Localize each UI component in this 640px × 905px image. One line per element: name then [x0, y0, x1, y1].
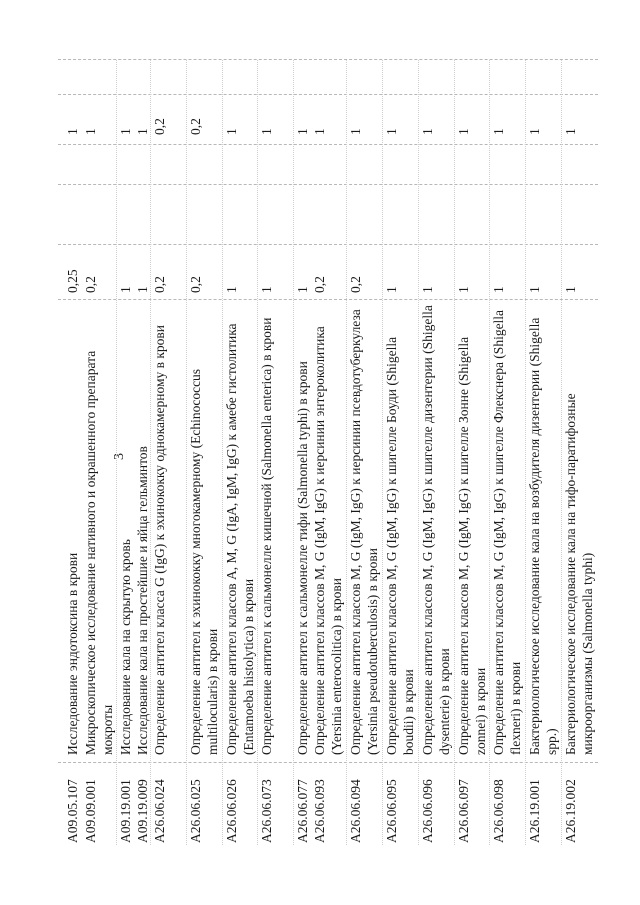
multiplicity-value: 1 [312, 128, 327, 135]
row-divider [116, 60, 117, 845]
frequency-value: 1 [563, 286, 578, 293]
service-name: Определение антител к эхинококку многокамерному (Echinococcus multilocularis) в крови [188, 368, 220, 755]
row-divider [489, 60, 490, 845]
frequency-value: 0,2 [188, 276, 203, 293]
row-divider [150, 60, 151, 845]
service-code: A26.06.024 [152, 779, 167, 843]
row-divider [293, 60, 294, 845]
frequency-value: 0,2 [152, 276, 167, 293]
multiplicity-value: 1 [118, 128, 133, 135]
column-divider [58, 94, 598, 95]
service-name: Определение антител классов M, G (IgM, IgG) к шигелле Зонне (Shigella zonnei) в крови [456, 336, 488, 755]
multiplicity-value: 1 [491, 128, 506, 135]
frequency-value: 1 [259, 286, 274, 293]
service-name: Определение антител к сальмонелле кишечной (Salmonella enterica) в крови [259, 317, 274, 755]
service-code: A26.19.002 [563, 779, 578, 843]
multiplicity-value: 1 [420, 128, 435, 135]
frequency-value: 1 [135, 286, 150, 293]
row-divider [222, 60, 223, 845]
page-number: 3 [112, 453, 127, 460]
column-divider [58, 299, 598, 300]
multiplicity-value: 1 [563, 128, 578, 135]
service-code: A26.06.073 [259, 779, 274, 843]
service-name: Определение антител классов M, G (IgM, IgG) к иерсинии псевдотуберкулеза (Yersinia pseudotuberculosis) в крови [348, 309, 380, 755]
service-code: A26.06.098 [491, 779, 506, 843]
service-code: A09.05.107 [65, 779, 80, 843]
frequency-value: 1 [118, 286, 133, 293]
service-name: Определение антител классов A, M, G (IgA, IgM, IgG) к амебе гистолитика (Entamoeba histolytica) в крови [224, 323, 256, 755]
multiplicity-value: 0,2 [188, 118, 203, 135]
column-divider [58, 59, 598, 60]
frequency-value: 0,25 [65, 269, 80, 293]
service-code: A09.09.001 [83, 779, 98, 843]
service-code: A26.06.026 [224, 779, 239, 843]
service-name: Определение антител классов M, G (IgM, IgG) к шигелле дизентерии (Shigella dysenterie) в крови [420, 305, 452, 755]
service-code: A26.06.093 [312, 779, 327, 843]
multiplicity-value: 1 [259, 128, 274, 135]
service-name: Исследование кала на простейшие и яйца гельминтов [135, 446, 150, 755]
service-code: A26.06.077 [295, 779, 310, 843]
frequency-value: 1 [384, 286, 399, 293]
multiplicity-value: 1 [83, 128, 98, 135]
frequency-value: 1 [420, 286, 435, 293]
multiplicity-value: 0,2 [152, 118, 167, 135]
frequency-value: 1 [491, 286, 506, 293]
row-divider [257, 60, 258, 845]
frequency-value: 1 [456, 286, 471, 293]
multiplicity-value: 1 [527, 128, 542, 135]
multiplicity-value: 1 [456, 128, 471, 135]
service-code: A26.06.094 [348, 779, 363, 843]
row-divider [346, 60, 347, 845]
multiplicity-value: 1 [295, 128, 310, 135]
row-divider [186, 60, 187, 845]
column-divider [58, 762, 598, 763]
service-name: Микроскопическое исследование нативного и окрашенного препарата мокроты [83, 350, 115, 755]
service-name: Исследование кала на скрытую кровь [118, 539, 133, 755]
multiplicity-value: 1 [384, 128, 399, 135]
service-name: Исследование эндотоксина в крови [65, 552, 80, 755]
service-name: Определение антител классов M, G (IgM, IgG) к иерсинии энтероколитика (Yersinia enterocolitica) в крови [312, 326, 344, 755]
service-name: Определение антител класса G (IgG) к эхинококку однокамерному в крови [152, 324, 167, 755]
frequency-value: 1 [224, 286, 239, 293]
service-name: Бактериологическое исследование кала на возбудителя дизентерии (Shigella spp.) [527, 317, 559, 755]
service-code: A09.19.001 [118, 779, 133, 843]
multiplicity-value: 1 [348, 128, 363, 135]
frequency-value: 0,2 [312, 276, 327, 293]
row-divider [454, 60, 455, 845]
column-divider [58, 184, 598, 185]
row-divider [418, 60, 419, 845]
service-code: A09.19.009 [135, 779, 150, 843]
frequency-value: 1 [527, 286, 542, 293]
multiplicity-value: 1 [135, 128, 150, 135]
service-code: A26.19.001 [527, 779, 542, 843]
multiplicity-value: 1 [224, 128, 239, 135]
service-name: Определение антител классов M, G (IgM, IgG) к шигелле Флекснера (Shigella flexneri) в крови [491, 309, 523, 755]
frequency-value: 0,2 [348, 276, 363, 293]
frequency-value: 0,2 [83, 276, 98, 293]
frequency-value: 1 [295, 286, 310, 293]
service-name: Бактериологическое исследование кала на тифо-паратифозные микроорганизмы (Salmonella typhi) [563, 393, 595, 755]
column-divider [58, 244, 598, 245]
service-code: A26.06.025 [188, 779, 203, 843]
row-divider [382, 60, 383, 845]
service-name: Определение антител к сальмонелле тифи (Salmonella typhi) в крови [295, 361, 310, 755]
multiplicity-value: 1 [65, 128, 80, 135]
column-divider [58, 144, 598, 145]
row-divider [525, 60, 526, 845]
service-name: Определение антител классов M, G (IgM, IgG) к шигелле Боуди (Shigella boudii) в крови [384, 336, 416, 755]
service-code: A26.06.095 [384, 779, 399, 843]
service-code: A26.06.096 [420, 779, 435, 843]
service-code: A26.06.097 [456, 779, 471, 843]
row-divider [561, 60, 562, 845]
